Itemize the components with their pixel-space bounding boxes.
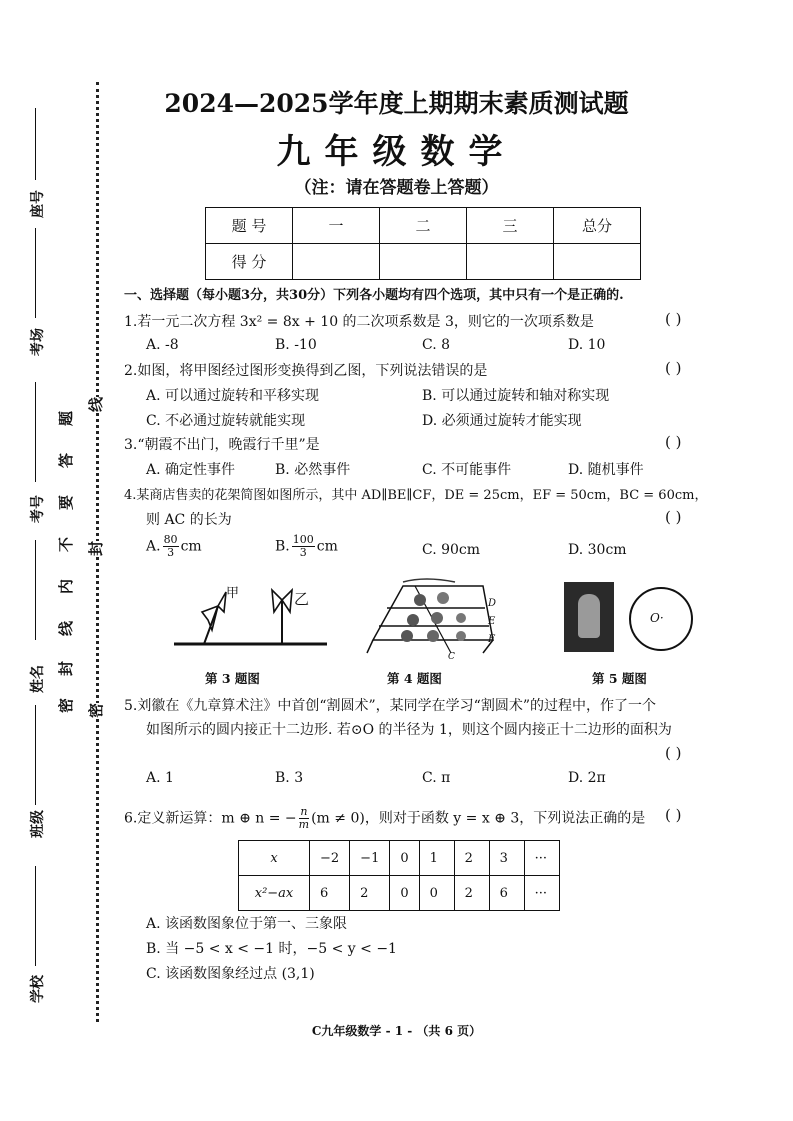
option: C. 90cm [422,542,481,558]
table-cell: −2 [310,841,350,876]
table-cell: 0 [419,876,454,911]
fraction [299,806,309,831]
seat-label: 座号 [30,190,46,218]
question-2-stem: 2.如图，将甲图经过图形变换得到乙图，下列说法错误的是 [124,363,488,379]
table-cell: x [239,841,310,876]
score-cell: 二 [380,208,467,244]
answer-paren: ( ) [665,310,682,328]
fraction-numerator: n [300,805,308,818]
score-cell-empty [554,244,641,280]
figure-4-label: E [488,616,496,627]
score-cell: 得 分 [206,244,293,280]
answer-paren: ( ) [665,433,682,451]
figure-4-label: D [488,598,497,609]
score-table [205,207,641,280]
option: D. 2π [568,770,606,786]
id-label: 考号 [30,495,46,523]
figure-4-caption: 第 4 题图 [387,671,442,686]
table-cell: ··· [524,876,559,911]
function-table [238,840,560,911]
option: C. 8 [422,337,451,353]
question-1-stem: 1.若一元二次方程 3x² = 8x + 10 的二次项系数是 3，则它的一次项系数是 [124,314,594,330]
figure-5-caption: 第 5 题图 [592,671,647,686]
score-cell: 三 [467,208,554,244]
option: A. 1 [146,770,174,786]
exam-note: （注：请在答题卷上答题） [294,178,499,198]
table-cell: 6 [310,876,350,911]
warning-char: 要 [57,494,76,511]
table-cell: 2 [350,876,390,911]
figure-3-label-jia: 甲 [226,586,240,601]
option-prefix: A. [146,538,161,555]
option: B. 必然事件 [275,462,351,478]
fraction-numerator: 80 [163,533,178,546]
question-4-stem-line2: 则 AC 的长为 [146,512,232,528]
table-cell: 3 [489,841,524,876]
option-unit: cm [180,538,202,555]
fraction-numerator: 100 [292,533,314,546]
table-cell: ··· [524,841,559,876]
option: A. -8 [146,337,179,353]
figure-3-label-yi: 乙 [294,590,310,608]
figure-4-label: F [488,634,495,645]
question-6-stem-suffix: (m ≠ 0)，则对于函数 y = x ⊕ 3，下列说法正确的是 [311,810,646,827]
question-5-stem-line2: 如图所示的圆内接正十二边形. 若⊙O 的半径为 1，则这个圆内接正十二边形的面积为 [146,722,672,738]
table-cell: 0 [390,841,419,876]
option [146,534,202,559]
room-label: 考场 [30,328,46,356]
school-label: 学校 [30,975,46,1003]
score-cell-empty [293,244,380,280]
option: C. 该函数图象经过点 (3,1) [146,966,315,982]
option: A. 确定性事件 [146,462,236,478]
answer-paren: ( ) [665,359,682,377]
option: C. 不可能事件 [422,462,512,478]
portrait-image [564,582,614,652]
option: A. 该函数图象位于第一、三象限 [146,916,348,932]
school-underline [35,866,36,966]
exam-title: 2024—2025学年度上期期末素质测试题 [164,89,629,118]
option: B. 3 [275,770,304,786]
option: B. -10 [275,337,317,353]
score-table-score-row [206,244,641,280]
id-underline [35,382,36,482]
table-cell: 2 [454,841,489,876]
table-cell: −1 [350,841,390,876]
class-label: 班级 [30,810,46,838]
room-underline [35,228,36,318]
option-prefix: B. [275,538,290,555]
exam-subject: 九年级数学 [276,132,517,172]
fraction [163,534,179,559]
option [275,534,338,559]
option: B. 当 −5 < x < −1 时，−5 < y < −1 [146,941,397,957]
option: D. 随机事件 [568,462,644,478]
option: D. 必须通过旋转才能实现 [422,413,582,429]
warning-char: 封 [57,660,76,677]
table-cell: 2 [454,876,489,911]
figure-3-caption: 第 3 题图 [205,671,260,686]
seal-line-char: 封 [87,540,106,557]
question-6-stem-prefix: 6.定义新运算：m ⊕ n = − [124,810,297,827]
score-cell: 题 号 [206,208,293,244]
fraction [292,534,315,559]
question-6-stem [124,806,645,831]
table-cell: 6 [489,876,524,911]
page-footer: C九年级数学 - 1 - （共 6 页） [311,1024,482,1038]
option: A. 可以通过旋转和平移实现 [146,388,320,404]
score-cell: 总分 [554,208,641,244]
function-table-row [239,876,560,911]
name-underline [35,540,36,640]
seal-line-char: 线 [87,396,106,413]
warning-char: 答 [57,452,76,469]
table-cell: 0 [390,876,419,911]
fraction-denominator: 3 [167,546,175,559]
warning-char: 内 [57,578,76,595]
answer-paren: ( ) [665,744,682,762]
answer-paren: ( ) [665,806,682,824]
question-3-stem: 3.“朝霞不出门，晚霞行千里”是 [124,437,320,453]
warning-char: 不 [57,536,76,553]
option: C. 不必通过旋转就能实现 [146,413,306,429]
option: D. 30cm [568,542,627,558]
warning-char: 密 [57,697,76,714]
option-unit: cm [316,538,338,555]
fraction-denominator: 3 [299,546,307,559]
option: C. π [422,770,451,786]
answer-paren: ( ) [665,508,682,526]
seal-line-char: 密 [87,702,106,719]
score-cell-empty [467,244,554,280]
score-cell: 一 [293,208,380,244]
class-underline [35,705,36,805]
warning-char: 题 [57,410,76,427]
score-table-header-row [206,208,641,244]
circle-center-label: O· [650,611,664,625]
section-heading: 一、选择题（每小题3分，共30分）下列各小题均有四个选项，其中只有一个是正确的. [124,288,624,303]
name-label: 姓名 [30,665,46,693]
question-4-stem: 4.某商店售卖的花架简图如图所示，其中 AD∥BE∥CF，DE = 25cm，EF = 50cm，BC = 60cm， [124,488,708,503]
function-table-row [239,841,560,876]
figure-4-diagram [365,578,505,663]
warning-char: 线 [57,620,76,637]
option: D. 10 [568,337,606,353]
option: B. 可以通过旋转和轴对称实现 [422,388,610,404]
portrait-figure [578,594,600,638]
fraction-denominator: m [298,818,310,831]
score-cell-empty [380,244,467,280]
table-cell: 1 [419,841,454,876]
figure-4-label: C [448,652,455,662]
question-5-stem: 5.刘徽在《九章算术注》中首创“割圆术”，某同学在学习“割圆术”的过程中，作了一个 [124,698,656,714]
table-cell: x²−ax [239,876,310,911]
